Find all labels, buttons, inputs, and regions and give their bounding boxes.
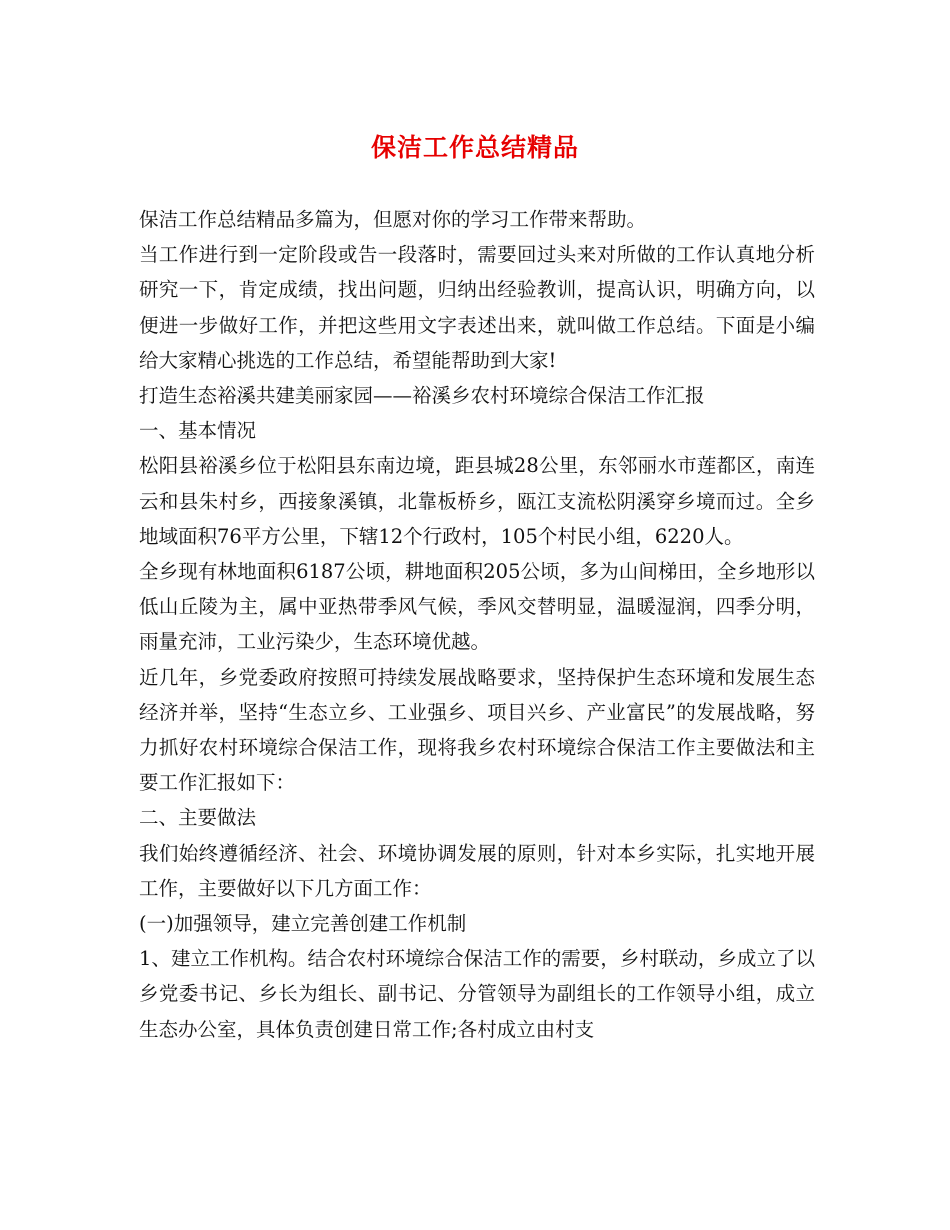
section-heading-main-methods: 二、主要做法 — [139, 806, 257, 830]
paragraph-land-climate: 全乡现有林地面积6187公顷，耕地面积205公顷，多为山间梯田，全乡地形以低山丘陵为主，属中亚热带季风气候，季风交替明显，温暖湿润，四季分明，雨量充沛，工业污染少，生态环境优越。 — [139, 560, 815, 654]
paragraph-organization: 1、建立工作机构。结合农村环境综合保洁工作的需要，乡村联动，乡成立了以乡党委书记、乡长为组长、副书记、分管领导为副组长的工作领导小组，成立生态办公室，具体负责创建日常工作;各村成立由村支 — [139, 947, 815, 1041]
document-body — [139, 202, 815, 1047]
section-heading-basic-situation: 一、基本情况 — [139, 419, 257, 443]
paragraph-principles: 我们始终遵循经济、社会、环境协调发展的原则，针对本乡实际，扎实地开展工作，主要做好以下几方面工作： — [139, 841, 815, 900]
paragraph-summary-purpose: 当工作进行到一定阶段或告一段落时，需要回过头来对所做的工作认真地分析研究一下，肯定成绩，找出问题，归纳出经验教训，提高认识，明确方向，以便进一步做好工作，并把这些用文字表述出来，就叫做工作总结。下面是小编给大家精心挑选的工作总结，希望能帮助到大家! — [139, 243, 815, 372]
paragraph-strategy: 近几年，乡党委政府按照可持续发展战略要求，坚持保护生态环境和发展生态经济并举，坚持“生态立乡、工业强乡、项目兴乡、产业富民”的发展战略，努力抓好农村环境综合保洁工作，现将我乡农村环境综合保洁工作主要做法和主要工作汇报如下： — [139, 665, 815, 795]
document-title: 保洁工作总结精品 — [370, 133, 579, 162]
paragraph-location: 松阳县裕溪乡位于松阳县东南边境，距县城28公里，东邻丽水市莲都区，南连云和县朱村乡，西接象溪镇，北靠板桥乡，瓯江支流松阴溪穿乡境而过。全乡地域面积76平方公里，下辖12个行政村，105个村民小组，6220人。 — [139, 454, 815, 548]
paragraph-intro: 保洁工作总结精品多篇为，但愿对你的学习工作带来帮助。 — [139, 208, 647, 231]
paragraph-report-heading: 打造生态裕溪共建美丽家园——裕溪乡农村环境综合保洁工作汇报 — [139, 384, 705, 408]
subheading-leadership: (一)加强领导，建立完善创建工作机制 — [139, 912, 467, 936]
